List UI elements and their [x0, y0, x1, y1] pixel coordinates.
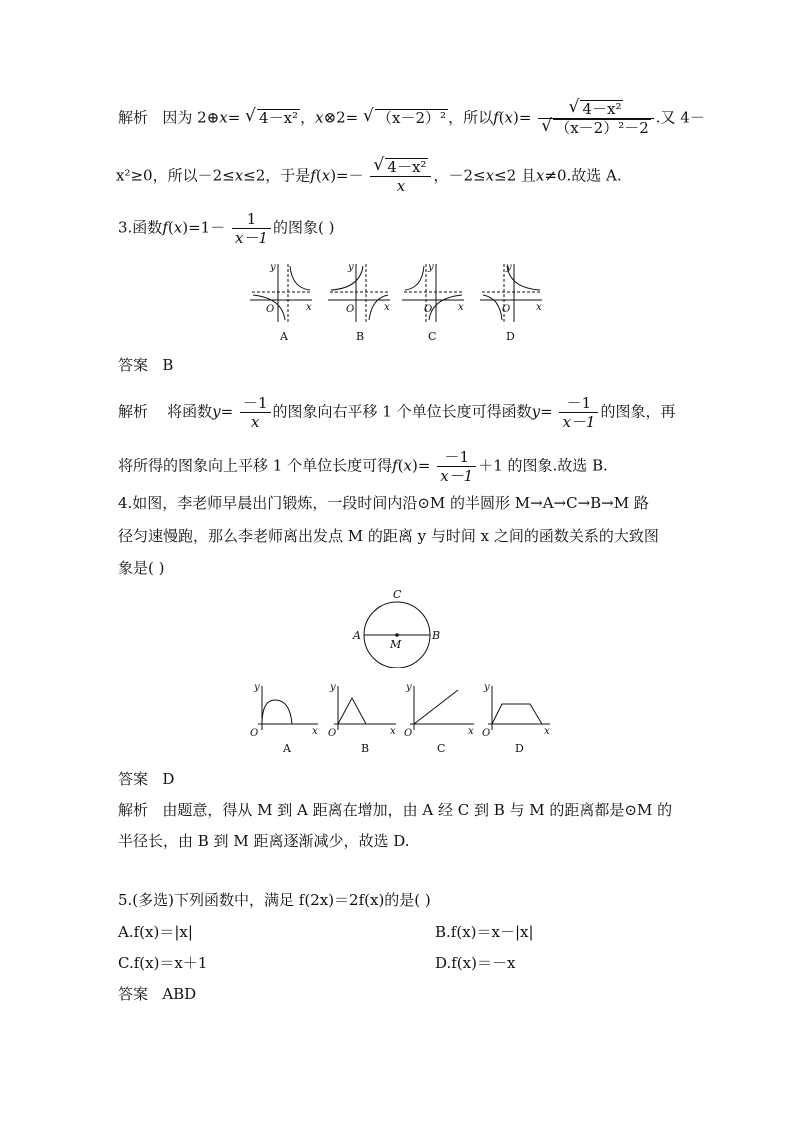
- svg-text:x: x: [458, 302, 464, 313]
- svg-text:O: O: [250, 728, 259, 739]
- q4-stem-line2: 径匀速慢跑，那么李老师离出发点 M 的距离 y 与时间 x 之间的函数关系的大致图: [118, 527, 659, 545]
- svg-text:x: x: [390, 726, 396, 737]
- q5-stem: 5.(多选)下列函数中，满足 f(2x)＝2f(x)的是( ): [118, 891, 431, 909]
- option-d-label: D: [506, 330, 515, 343]
- q5-option-c: C.f(x)＝x＋1: [118, 954, 208, 972]
- explanation-label: 解析: [118, 108, 149, 127]
- sqrt-expr: √ 4－x²: [245, 105, 299, 127]
- q4-graphs: [0, 680, 793, 760]
- svg-text:y: y: [348, 262, 354, 273]
- graph-a: [250, 264, 312, 322]
- svg-text:y: y: [254, 682, 260, 693]
- q4-stem-line3: 象是( ): [118, 559, 165, 577]
- svg-text:x: x: [384, 302, 390, 313]
- q3-explanation-line1: 解析 将函数y= $\frac{-1}{x}$ 的图象向右平移 1 个单位长度可得函数y= $\frac{-1}{x-1}$ 的图象，再: [118, 394, 676, 431]
- option-c-label: C: [437, 742, 446, 755]
- option-a-label: A: [280, 330, 288, 343]
- q5-option-b: B.f(x)＝x－|x|: [435, 923, 534, 941]
- svg-text:O: O: [424, 304, 433, 315]
- svg-text:x: x: [306, 302, 312, 313]
- q2-explanation-line1: 解析 因为 2⊕x= √ 4－x² ，x⊗2= √ （x－2）² ，所以f(x)= √ 4－x² √ （x－2）²－2 .又 4－: [118, 97, 705, 137]
- sqrt-expr: √ （x－2）²: [363, 105, 447, 127]
- fraction: $\frac{1}{x-1}$: [232, 210, 271, 247]
- graph-d: [488, 686, 550, 730]
- svg-text:O: O: [482, 728, 491, 739]
- q4-explanation-line1: 解析 由题意，得从 M 到 A 距离在增加，由 A 经 C 到 B 与 M 的距离都是⊙M 的: [118, 801, 673, 819]
- q4-stem-line1: 4.如图，李老师早晨出门锻炼，一段时间内沿⊙M 的半圆形 M→A→C→B→M 路: [118, 494, 649, 512]
- graph-b: [328, 264, 390, 322]
- svg-text:y: y: [484, 682, 490, 693]
- option-b-label: B: [361, 742, 370, 755]
- q3-stem: 3.函数f(x)=1－ $\frac{1}{x-1}$ 的图象( ): [118, 210, 335, 247]
- svg-text:y: y: [406, 682, 412, 693]
- option-a-label: A: [283, 742, 291, 755]
- svg-text:y: y: [270, 262, 276, 273]
- svg-text:x: x: [312, 726, 318, 737]
- graph-a: [258, 686, 318, 730]
- option-d-label: D: [515, 742, 524, 755]
- fraction: √ 4－x² √ （x－2）²－2: [538, 100, 654, 137]
- svg-text:O: O: [266, 304, 275, 315]
- q2-explanation-line2: x²≥0，所以－2≤x≤2，于是f(x)=－ √ 4－x² x ，－2≤x≤2 且x≠0.故选 A.: [116, 155, 622, 195]
- graph-b: [334, 686, 396, 730]
- q5-option-d: D.f(x)＝－x: [435, 954, 516, 972]
- svg-text:O: O: [502, 304, 511, 315]
- fraction: √ 4－x² x: [370, 158, 431, 195]
- svg-text:O: O: [328, 728, 337, 739]
- svg-text:x: x: [536, 302, 542, 313]
- q3-explanation-line2: 将所得的图象向上平移 1 个单位长度可得f(x)= $\frac{-1}{x-1}$ ＋1 的图象.故选 B.: [118, 448, 608, 485]
- q4-circle-figure: [0, 588, 793, 668]
- q4-answer: 答案 D: [118, 770, 175, 788]
- q5-answer: 答案 ABD: [118, 985, 197, 1003]
- q4-explanation-line2: 半径长，由 B 到 M 距离逐渐减少，故选 D.: [118, 832, 410, 850]
- svg-text:x: x: [544, 726, 550, 737]
- option-b-label: B: [356, 330, 365, 343]
- option-c-label: C: [428, 330, 437, 343]
- svg-text:B: B: [432, 629, 441, 642]
- svg-text:M: M: [390, 638, 402, 651]
- q3-graphs: [0, 258, 793, 358]
- svg-text:y: y: [428, 262, 434, 273]
- svg-text:y: y: [506, 262, 512, 273]
- svg-text:O: O: [346, 304, 355, 315]
- q5-option-a: A.f(x)＝|x|: [118, 923, 193, 941]
- svg-text:A: A: [353, 629, 361, 642]
- svg-text:y: y: [330, 682, 336, 693]
- svg-text:C: C: [393, 588, 402, 601]
- q3-answer: 答案 B: [118, 356, 174, 374]
- svg-text:O: O: [404, 728, 413, 739]
- graph-c: [410, 686, 474, 730]
- svg-text:x: x: [468, 726, 474, 737]
